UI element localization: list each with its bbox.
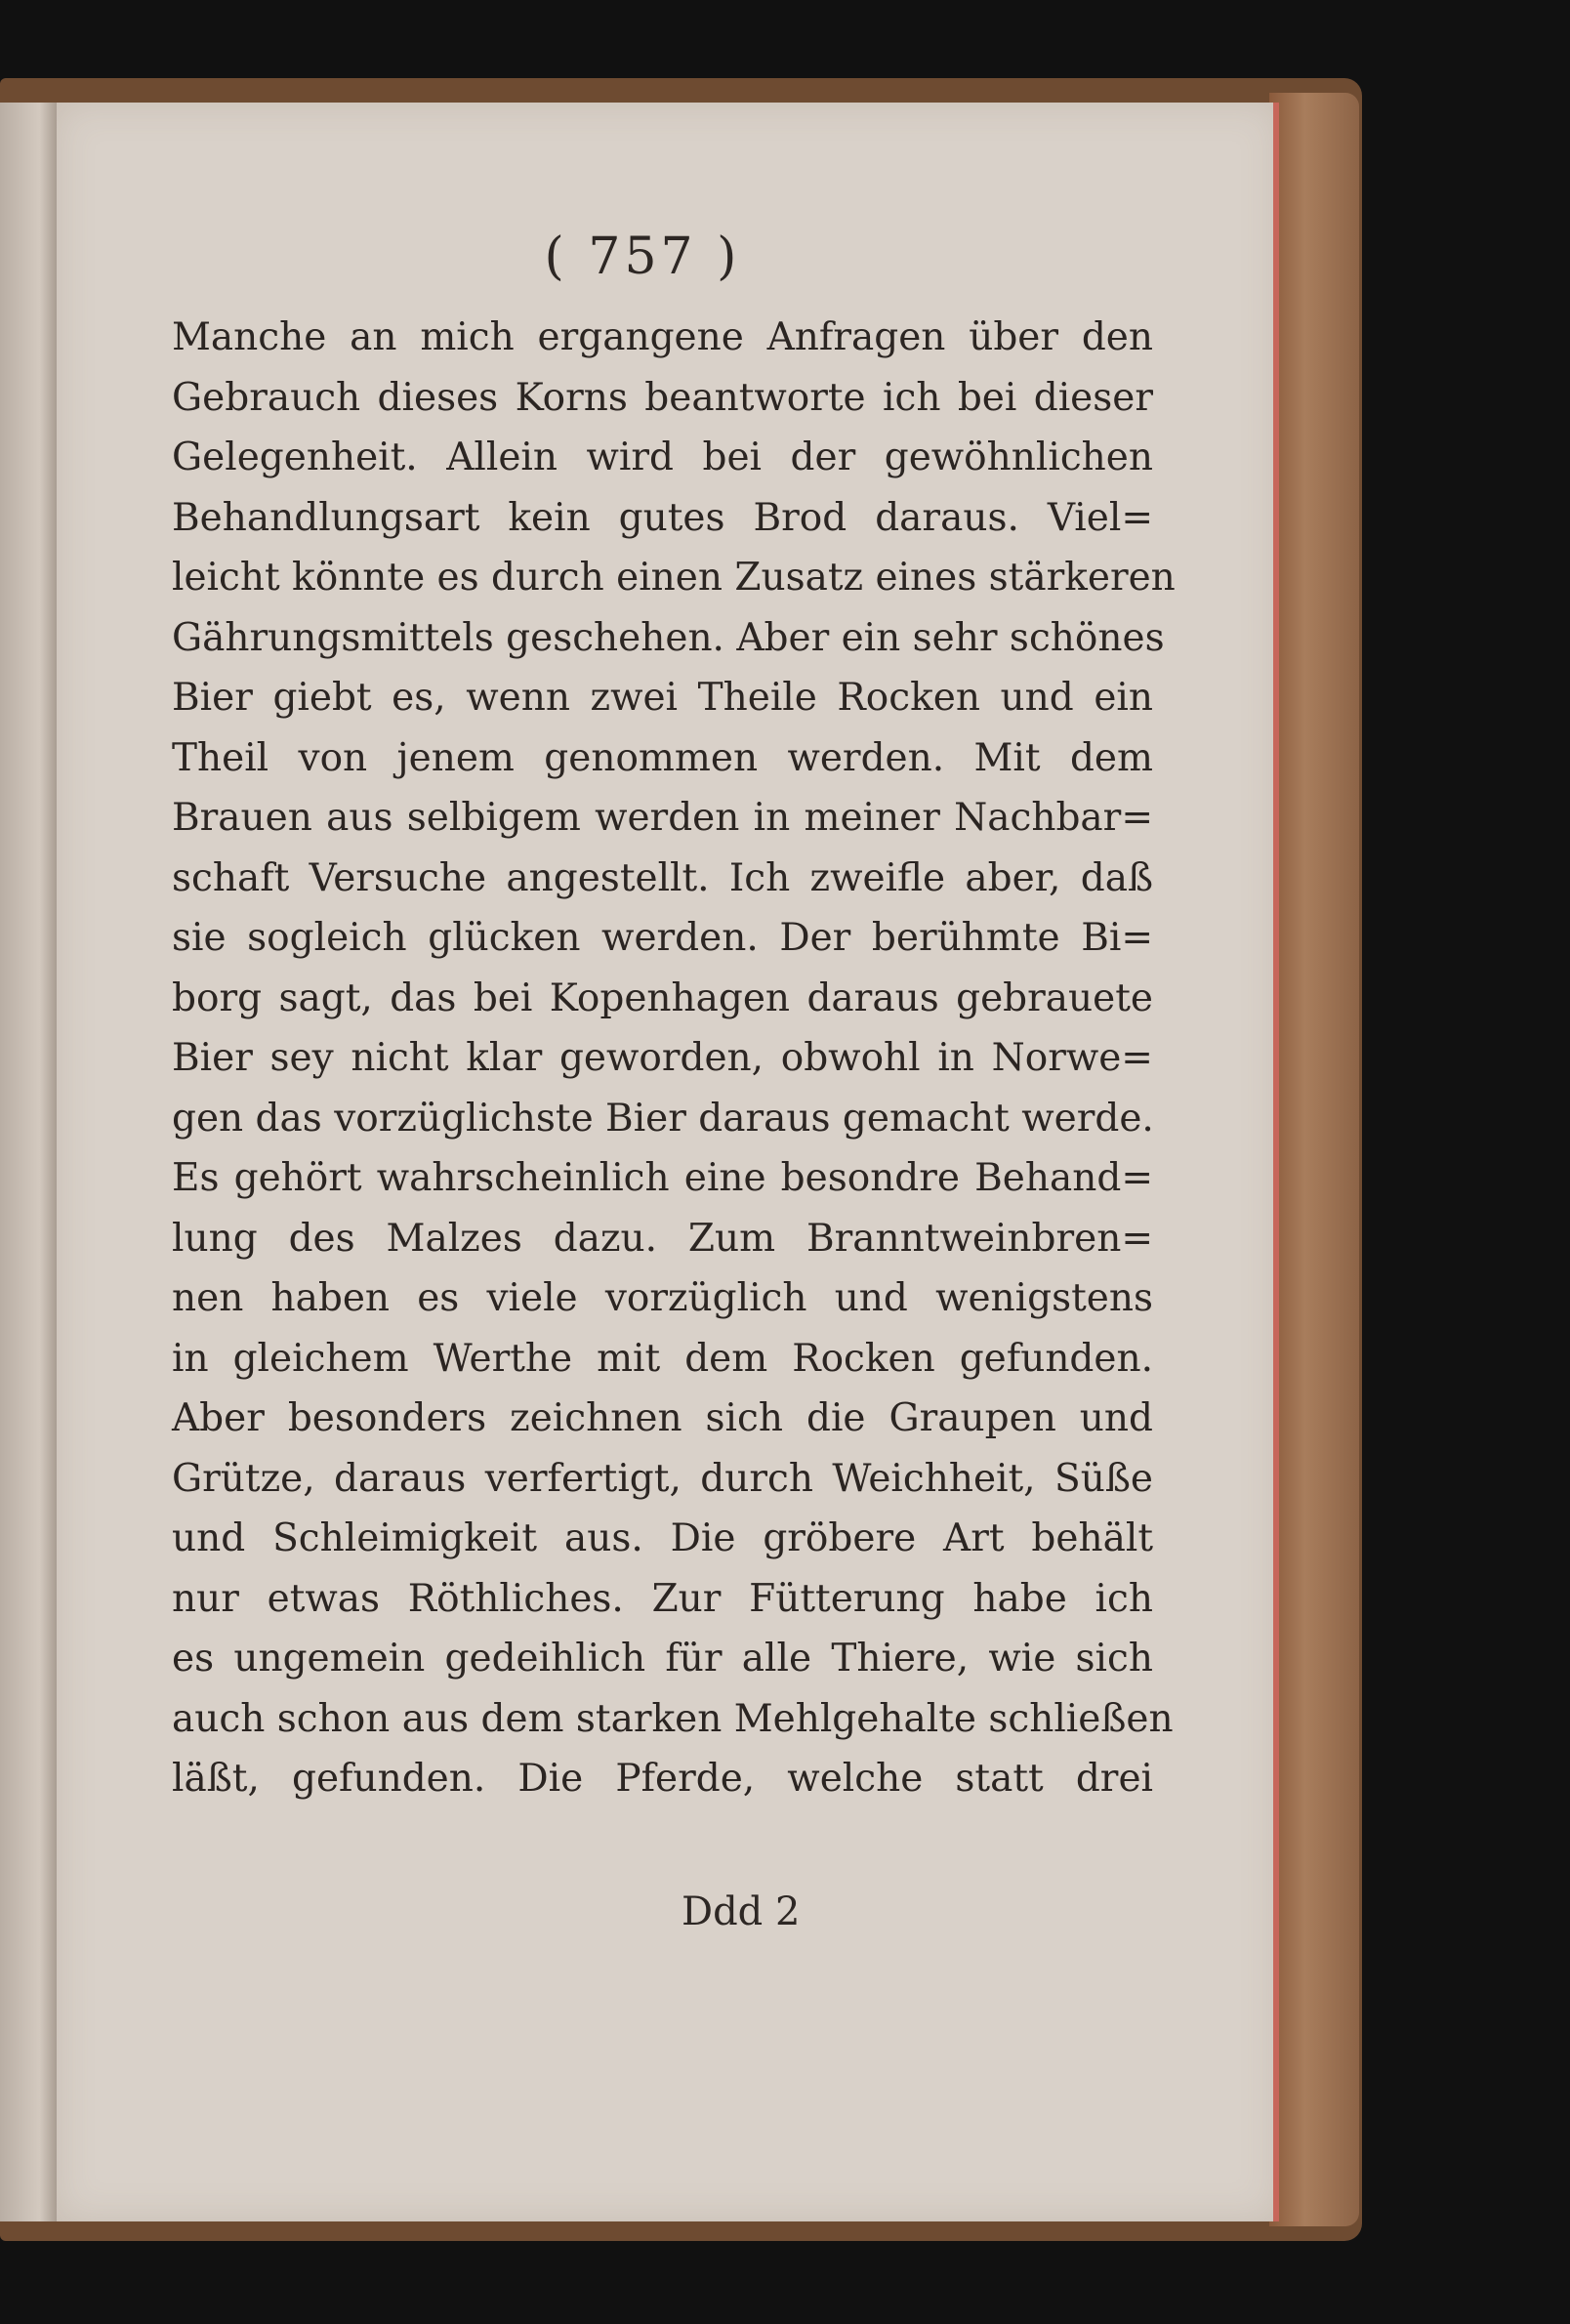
text-line: Bier sey nicht klar geworden, obwohl in Norwe=: [172, 1036, 1153, 1080]
text-line: sie sogleich glücken werden. Der berühmte Bi=: [172, 916, 1153, 960]
text-line: leicht könnte es durch einen Zusatz eines stärkeren: [172, 556, 1176, 600]
text-line: schaft Versuche angestellt. Ich zweifle aber, daß: [172, 855, 1153, 900]
text-line: auch schon aus dem starken Mehlgehalte schließen: [172, 1696, 1174, 1741]
text-line: lung des Malzes dazu. Zum Branntweinbren=: [172, 1216, 1153, 1261]
text-line: Gebrauch dieses Korns beantworte ich bei dieser: [172, 375, 1153, 420]
text-line: Brauen aus selbigem werden in meiner Nachbar=: [172, 796, 1153, 840]
text-line: Bier giebt es, wenn zwei Theile Rocken und ein: [172, 676, 1153, 720]
text-line: läßt, gefunden. Die Pferde, welche statt drei: [172, 1757, 1153, 1801]
text-line: nen haben es viele vorzüglich und wenigstens: [172, 1276, 1153, 1320]
cover-edge: [1269, 93, 1359, 2226]
signature-mark: Ddd 2: [682, 1889, 801, 1934]
text-line: Manche an mich ergangene Anfragen über den: [172, 315, 1153, 359]
text-line: nur etwas Röthliches. Zur Fütterung habe ich: [172, 1576, 1153, 1621]
text-line: Gelegenheit. Allein wird bei der gewöhnlichen: [172, 436, 1153, 479]
book-page: [57, 103, 1279, 2221]
text-line: Gährungsmittels geschehen. Aber ein sehr schönes: [172, 615, 1165, 660]
text-line: Es gehört wahrscheinlich eine besondre Behand=: [172, 1156, 1153, 1200]
text-line: in gleichem Werthe mit dem Rocken gefunden.: [172, 1336, 1153, 1381]
text-line: Behandlungsart kein gutes Brod daraus. Viel=: [172, 495, 1153, 540]
page-number: ( 757 ): [544, 228, 741, 286]
text-line: borg sagt, das bei Kopenhagen daraus gebrauete: [172, 975, 1153, 1020]
text-line: Theil von jenem genommen werden. Mit dem: [172, 735, 1153, 780]
text-line: gen das vorzüglichste Bier daraus gemacht werde.: [172, 1096, 1154, 1141]
text-line: Grütze, daraus verfertigt, durch Weichheit, Süße: [172, 1456, 1153, 1501]
text-line: Aber besonders zeichnen sich die Graupen und: [172, 1396, 1153, 1440]
left-page-edge: [0, 103, 57, 2221]
page-text: [172, 308, 1176, 1809]
text-line: es ungemein gedeihlich für alle Thiere, wie sich: [172, 1637, 1153, 1681]
text-line: und Schleimigkeit aus. Die gröbere Art behält: [172, 1516, 1153, 1560]
